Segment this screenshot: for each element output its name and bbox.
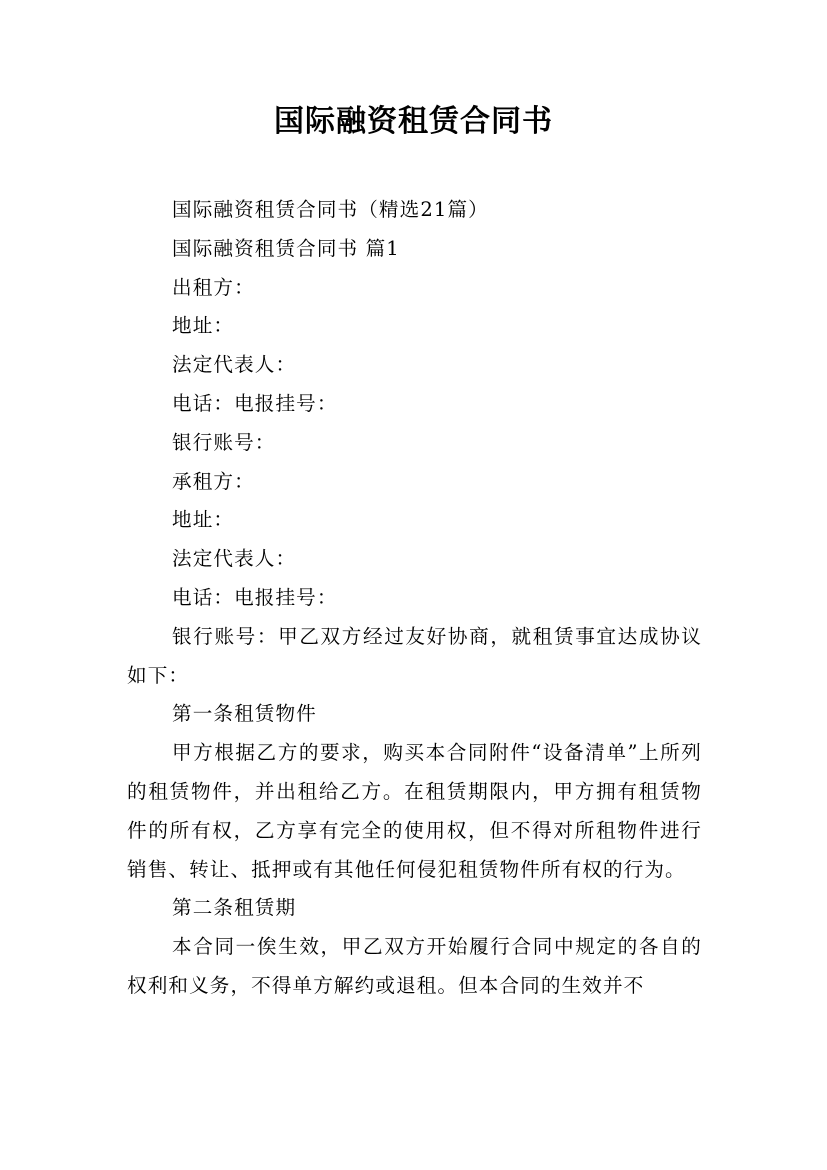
paragraph-section-heading: 国际融资租赁合同书 篇1	[172, 236, 400, 260]
paragraph-lessor-address: 地址：	[172, 314, 235, 338]
paragraph-lessee-representative: 法定代表人：	[172, 547, 297, 571]
paragraph-article-1-heading: 第一条租赁物件	[172, 702, 317, 726]
paragraph-lessor-bank-account: 银行账号：	[172, 430, 276, 454]
paragraph-lessee-phone: 电话：电报挂号：	[172, 585, 338, 609]
paragraph-lessor-phone: 电话：电报挂号：	[172, 391, 338, 415]
paragraph-article-1-body: 甲方根据乙方的要求，购买本合同附件“设备清单”上所列的租赁物件，并出租给乙方。在租赁期限内，甲方拥有租赁物件的所有权，乙方享有完全的使用权，但不得对所租物件进行销售、转让、抵押或有其他任何侵犯租赁物件所有权的行为。	[127, 741, 702, 881]
paragraph-lessee-bank-account: 银行账号：甲乙双方经过友好协商，就租赁事宜达成协议如下：	[127, 624, 702, 687]
paragraph-lessee-address: 地址：	[172, 508, 235, 532]
paragraph-lessor: 出租方：	[172, 275, 255, 299]
document-body	[127, 191, 702, 1006]
document-title: 国际融资租赁合同书	[274, 104, 553, 139]
paragraph-article-2-heading: 第二条租赁期	[172, 896, 297, 920]
paragraph-lessee: 承租方：	[172, 469, 255, 493]
paragraph-subtitle: 国际融资租赁合同书（精选21篇）	[172, 198, 489, 221]
paragraph-lessor-representative: 法定代表人：	[172, 353, 297, 377]
paragraph-article-2-body: 本合同一俟生效，甲乙双方开始履行合同中规定的各自的权利和义务，不得单方解约或退租。但本合同的生效并不	[127, 935, 702, 997]
